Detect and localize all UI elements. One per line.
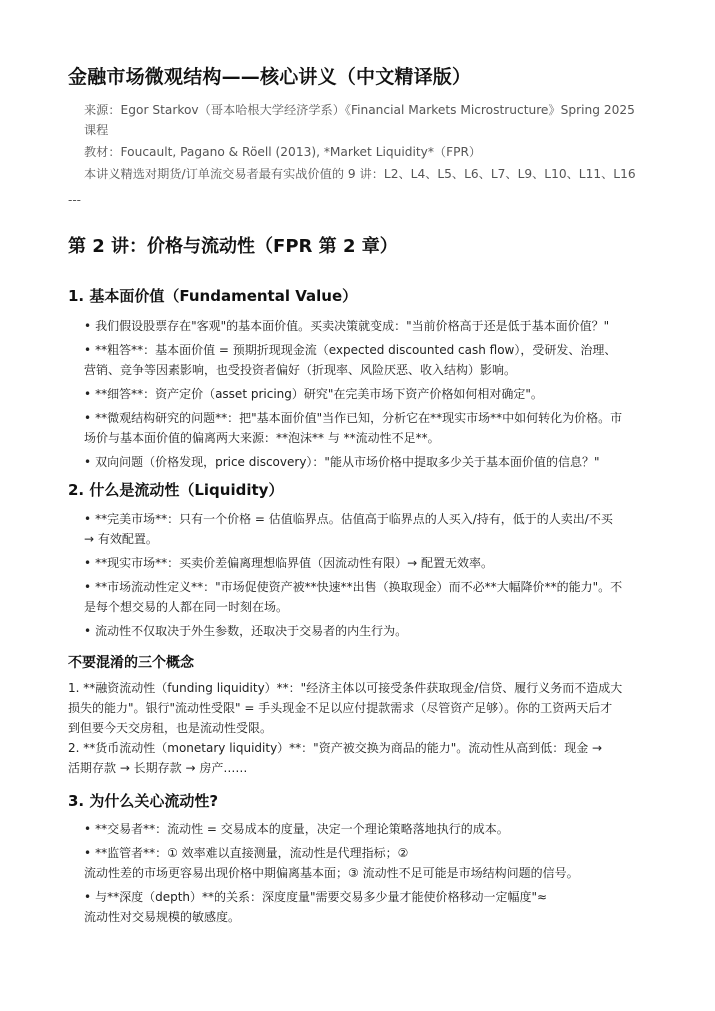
list-item: [84, 316, 648, 336]
bullet-icon: •: [84, 512, 92, 526]
list-item-text: **现实市场**：买卖价差偏离理想临界值（因流动性有限）→ 配置无效率。: [95, 556, 493, 570]
page-title: 金融市场微观结构——核心讲义（中文精译版）: [68, 66, 472, 88]
list-item-text: 我们假设股票存在"客观"的基本面价值。买卖决策就变成："当前价格高于还是低于基本面价值？": [95, 319, 610, 333]
bullet-icon: •: [84, 319, 92, 333]
bullet-icon: •: [84, 822, 92, 836]
bullet-icon: •: [84, 580, 92, 594]
bullet-icon: •: [84, 343, 92, 357]
list-item: [84, 553, 648, 573]
bullet-icon: •: [84, 411, 92, 425]
list-item: [84, 408, 648, 448]
section-three-concepts-heading: 不要混淆的三个概念: [68, 655, 194, 671]
list-item: [84, 384, 648, 404]
list-item-text: 双向问题（价格发现，price discovery）："能从市场价格中提取多少关于基本面价值的信息？": [95, 455, 600, 469]
section-why-care-list: [84, 819, 648, 931]
section-fundamental-value-list: [84, 316, 648, 476]
section-fundamental-value-heading: 1. 基本面价值（Fundamental Value）: [68, 287, 358, 305]
concept-monetary-liquidity: 2. **货币流动性（monetary liquidity）**："资产被交换为商品的能力"。流动性从高到低：现金 → 活期存款 → 长期存款 → 房产……: [68, 741, 603, 775]
list-item: [84, 577, 648, 617]
list-item-text: **细答**：资产定价（asset pricing）研究"在完美市场下资产价格如何相对确定"。: [95, 387, 543, 401]
source-line: 来源：Egor Starkov（哥本哈根大学经济学系）《Financial Markets Microstructure》Spring 2025 课程: [84, 103, 635, 137]
list-item: [84, 452, 648, 472]
bullet-icon: •: [84, 890, 92, 904]
list-item-text: **完美市场**：只有一个价格 = 估值临界点。估值高于临界点的人买入/持有，低于的人卖出/不买 → 有效配置。: [84, 512, 613, 546]
lecture-heading: 第 2 讲：价格与流动性（FPR 第 2 章）: [68, 236, 398, 257]
bullet-icon: •: [84, 455, 92, 469]
list-item-text: 与**深度（depth）**的关系：深度度量"需要交易多少量才能使价格移动一定幅度"≈ 流动性对交易规模的敏感度。: [84, 890, 548, 924]
textbook-line: 教材：Foucault, Pagano & Röell (2013), *Market Liquidity*（FPR）: [84, 145, 482, 159]
section-why-care-heading: 3. 为什么关心流动性?: [68, 792, 219, 810]
list-item: [84, 819, 648, 839]
list-item: [84, 843, 648, 883]
list-item-text: **交易者**：流动性 = 交易成本的度量，决定一个理论策略落地执行的成本。: [95, 822, 509, 836]
separator: ---: [68, 193, 81, 207]
list-item: [84, 340, 648, 380]
concept-funding-liquidity: 1. **融资流动性（funding liquidity）**："经济主体以可接受条件获取现金/信贷、履行义务而不造成大 损失的能力"。银行"流动性受限" = 手头现金不足以应付提款需求（尽管资产足够）。你的工资两天后才 到但要今天交房租，也是流动性受限。: [68, 681, 623, 735]
section-liquidity-heading: 2. 什么是流动性（Liquidity）: [68, 481, 284, 499]
list-item-text: **粗答**：基本面价值 = 预期折现现金流（expected discounted cash flow），受研发、治理、 营销、竞争等因素影响，也受投资者偏好（折现率、风险厌恶、收入结构）影响。: [84, 343, 617, 377]
bullet-icon: •: [84, 387, 92, 401]
bullet-icon: •: [84, 556, 92, 570]
list-item-text: **市场流动性定义**："市场促使资产被**快速**出售（换取现金）而不必**大幅降价**的能力"。不 是每个想交易的人都在同一时刻在场。: [84, 580, 623, 614]
list-item-text: **微观结构研究的问题**：把"基本面价值"当作已知，分析它在**现实市场**中如何转化为价格。市 场价与基本面价值的偏离两大来源：**泡沫** 与 **流动性不足**。: [84, 411, 623, 445]
list-item: [84, 509, 648, 549]
list-item-text: 流动性不仅取决于外生参数，还取决于交易者的内生行为。: [95, 624, 408, 638]
bullet-icon: •: [84, 846, 92, 860]
list-item: [84, 621, 648, 641]
list-item-text: **监管者**：① 效率难以直接测量，流动性是代理指标；② 流动性差的市场更容易出现价格中期偏离基本面；③ 流动性不足可能是市场结构问题的信号。: [84, 846, 579, 880]
selection-line: 本讲义精选对期货/订单流交易者最有实战价值的 9 讲：L2、L4、L5、L6、L7、L9、L10、L11、L16: [84, 167, 636, 181]
list-item: [84, 887, 648, 927]
bullet-icon: •: [84, 624, 92, 638]
section-liquidity-list: [84, 509, 648, 645]
